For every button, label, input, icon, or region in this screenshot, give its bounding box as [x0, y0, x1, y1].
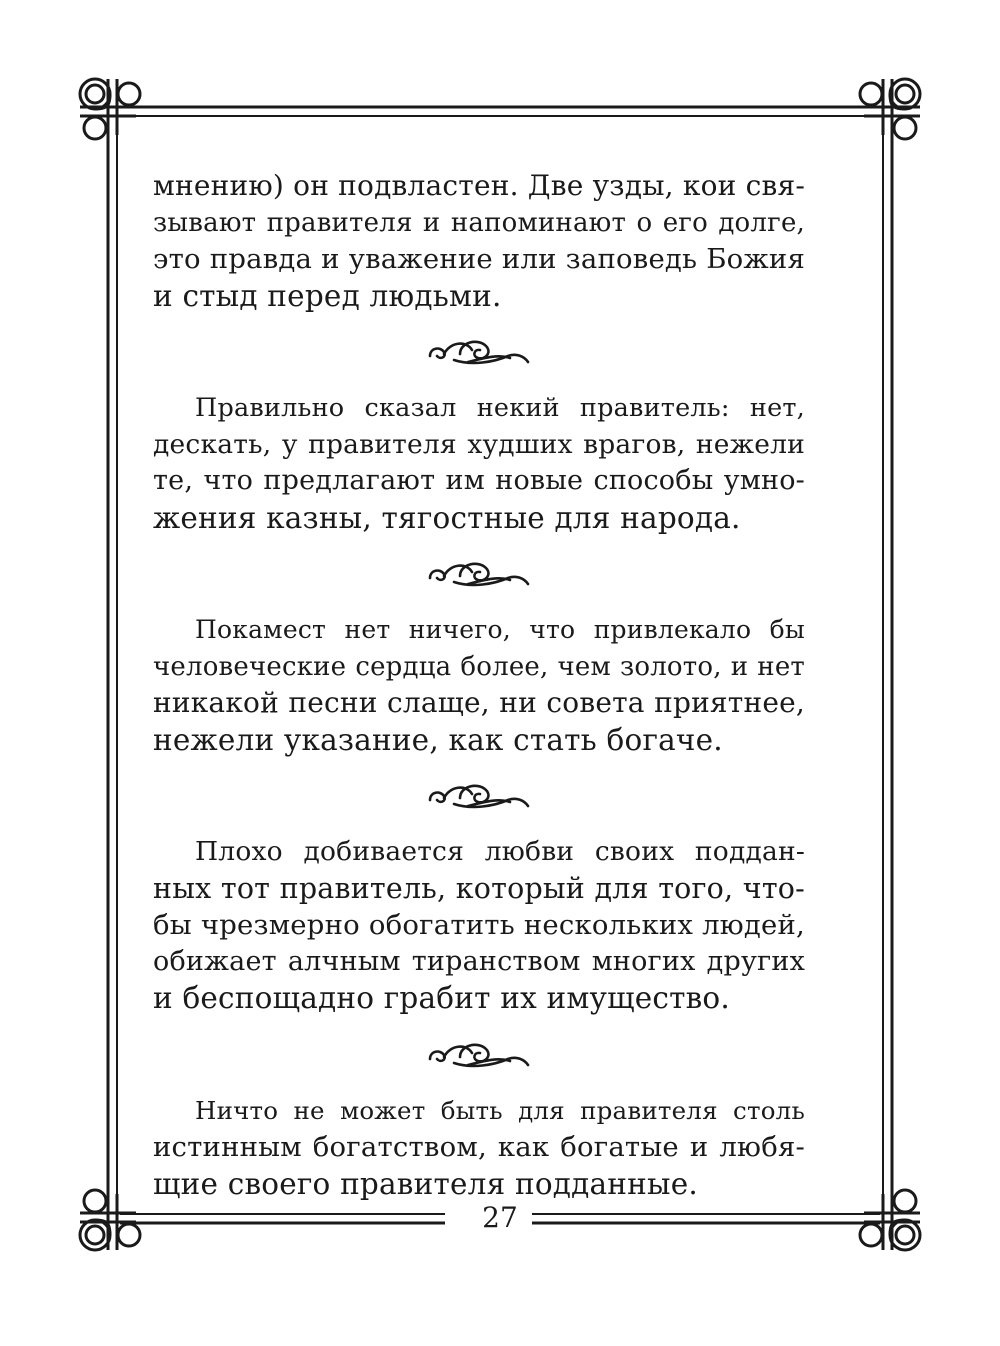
paragraph-line: дескать, у правителя худших врагов, нежели [153, 428, 805, 460]
swirl-ornament-icon [424, 332, 534, 372]
paragraph-line: нежели указание, как стать богаче. [153, 722, 723, 757]
paragraph-line: мнению) он подвластен. Две узды, кои свя- [153, 169, 805, 202]
paragraph-line: Плохо добивается любви своих поддан- [195, 836, 805, 867]
paragraph-line: и беспощадно грабит их имущество. [153, 981, 730, 1015]
paragraph-5 [153, 1093, 805, 1203]
paragraph-3 [153, 612, 805, 758]
swirl-ornament-icon [424, 1035, 534, 1075]
paragraph-line: те, что предлагают им новые способы умно- [153, 465, 805, 496]
divider [153, 536, 805, 612]
paragraph-line: ных тот правитель, который для того, что- [153, 871, 805, 905]
swirl-ornament-icon [424, 776, 534, 816]
page-number-text: 27 [468, 1201, 532, 1234]
paragraph-line: щие своего правителя подданные. [153, 1166, 698, 1201]
paragraph-line: Покамест нет ничего, что привлекало бы [195, 615, 805, 644]
divider [153, 1017, 805, 1093]
paragraph-line: Ничто не может быть для правителя столь [195, 1095, 805, 1125]
page-content [153, 168, 805, 1202]
paragraph-line: обижает алчным тиранством многих других [153, 945, 805, 977]
paragraph-1 [153, 168, 805, 314]
paragraph-line: истинным богатством, как богатые и любя- [153, 1131, 805, 1163]
paragraph-2 [153, 390, 805, 536]
divider [153, 314, 805, 390]
paragraph-4 [153, 834, 805, 1017]
page-number [0, 1198, 1000, 1238]
divider [153, 758, 805, 834]
paragraph-line: это правда и уважение или заповедь Божия [153, 243, 805, 275]
paragraph-line: никакой песни слаще, ни совета приятнее, [153, 686, 805, 719]
swirl-ornament-icon [424, 554, 534, 594]
paragraph-line: бы чрезмерно обогатить нескольких людей, [153, 909, 805, 941]
paragraph-line: Правильно сказал некий правитель: нет, [195, 393, 805, 423]
paragraph-line: жения казны, тягостные для народа. [153, 500, 741, 535]
paragraph-line: и стыд перед людьми. [153, 278, 502, 313]
paragraph-line: человеческие сердца более, чем золото, и нет [153, 651, 805, 682]
paragraph-line: зывают правителя и напоминают о его долге, [153, 207, 805, 238]
